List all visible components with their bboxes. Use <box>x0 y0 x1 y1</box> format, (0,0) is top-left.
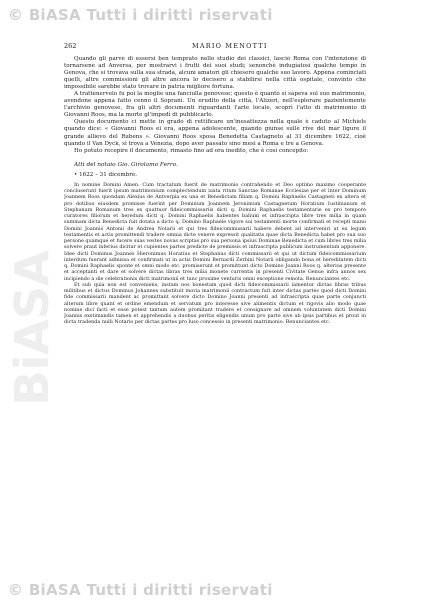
running-head-author: MARIO MENOTTI <box>192 42 268 50</box>
paragraph: A trattenervelo fu poi la moglie una fanciulla genovese; questo è quanto si sapeva sul suo matrimonio, avendone appena fatto cenno il Soprani. Un erudito della città, l'Alizeri, nell'esplorare pazientemente l'archivio genovese, fra gli altri documenti riguardanti l'arte locale, scoprì l'atto di matrimonio di Giovanni Roos, ma la morte gl'impedì di pubblicarlo. <box>64 91 366 119</box>
body-text <box>64 56 366 570</box>
latin-paragraph: In nomine Domini Amen. Cum tractatum fuerit de matrimonio contrahendo et Deo optimo maximo cooperante concluserunt fuerit ipsum matrimonium complectendum iuxta ritum Sanctae Romanae Ecclesiae per et inter Dominum Joannem Roos quondam Alexius de Antverpia ex una et Benedictam filiam q. Domini Raphaelis Castagneti ex altera et pro dotibus eiusdem promisse fuerint per Dominum Joannem Jeronimum Castagnetum Horatium Iustinianum et Stephanum Romanum tres ex quattuor fideicommissariis dicti q. Domini Raphaelis testamentarie ex pro tempore curatores filiorum et heredum dicti q. Domini Raphaelis habentes balium et infrascripta libre tres milia in quam summam dicta Benedicta fuit dotata a dicto q. Domino Raphaele vigore sui testamenti morte confirmati et recepti manu Domini Joannis Antonii de Andrea Notarii et qui tres fideicommissarii habere debent ad interveniri ut ex legum testamentis et actis promittendi tradere omnia dicte venere expressit qualitatis quae dicta Benedicta habet pro sua suo persone quamque et fucere suas vestes novas scriptas pro sua persona ipsius Dominae Benedicta et cum libres tres milia solvere praut inferius dicitur et cupientes partes predicte de premissis et infrascripta publicum instrumentum apponere. Idee dicti Dominus Joannes Hieronimus Horatius et Stephanus dicti commissarii et qui ut dictum fideicommissarium interdum fuerant admissa et confirmati ut in actis Domini Bernardi Zerbini Notarii obligando bona et hereditatem dicti q. Domini Raphaelis sponte et omni modo etc. promiserunt et promittunt dicto Domino Joanni Roos q. alterius presente et acceptanti et dare et solvere dictas libras tres milia monete currentis in presenti Civitate Genue infra annos sex incipiendo a die celebrationis dicti matrimonii et tunc proxime venturis omni exceptione remota. Renunciantes etc. <box>64 181 366 282</box>
document-date: • 1622 – 31 dicembre. <box>74 171 138 178</box>
watermark-side: BiASA <box>5 250 59 406</box>
paragraph: Ho potuto recepire il documento, rimasto fino ad ora inedito, che è così concepito: <box>74 147 309 154</box>
latin-paragraph: Et sub quia non est conveniens, instam nos bonestam quod dicti fideicommissarii iamentur dictas libras tribus militibus et dictus Dominus Johannes substituit moria matrimonii contractum fuit inter dictas partes quod dicti Domini fide commissarii mandent ac promittant solvere dicto Domino Joanni presenti ad infrascripta quae parte conjuncti alterum libre quant et ordine emendum et servatum pro interesse sive alimentis dictum et rigovis alio modo quae nomine dici facti et esse potest tantum autem promitant tradere et consignare ad omnem voluntatem dicti Domini Joannis exstimandis tamen et apprehendis a duobus peritis eligendis unum pro parte sive ab ipsis partibus et prout in dicta tradenda nulli Notario per dictas partes pro luso concessio in presenti matrimonio. Renunciantes etc. <box>64 281 366 326</box>
watermark-bottom: © BiASA Tutti i diritti riservati <box>8 581 273 599</box>
watermark-top: © BiASA Tutti i diritti riservati <box>8 6 273 24</box>
paragraph: Questo documento ci mette in grado di rettificare un'inesattezza nella quale è caduto al Michiels quando dice: « Giovanni Roos ei era, appena adolescente, quando giunse sulle rive del mar ligure il grande allievo del Rubens ». Giovanni Roos sposa Benedetta Castagneto al 31 dicembre 1622, cioè quando il Van Dyck, si trova a Venezia, dopo aver passato sino mesi a Roma e tre a Genova. <box>64 119 366 147</box>
document-title: Atti del notaio Gio. Girolamo Ferro. <box>74 161 178 168</box>
page-number: 262 <box>64 42 77 50</box>
paragraph: Quando gli parve di essersi ben temprato nello studio dei classici, lasciò Roma con l'intenzione di tornarsene ad Anversa, per mostrarvi i frutti dei suoi studi; senonchè indugiatosi qualche tempo in Genova, che si trovava sulla sua strada, alcuni amatori gli chiesero qualche suo lavoro. Appena cominciati quelli, altre commissioni gli altre ancora lo decisero a stabilirsi nella città ospitale, convinto che impossibile sarebbe stato trovare in patria migliore fortuna. <box>64 56 366 91</box>
latin-document-text <box>64 182 366 326</box>
running-head <box>64 40 364 52</box>
